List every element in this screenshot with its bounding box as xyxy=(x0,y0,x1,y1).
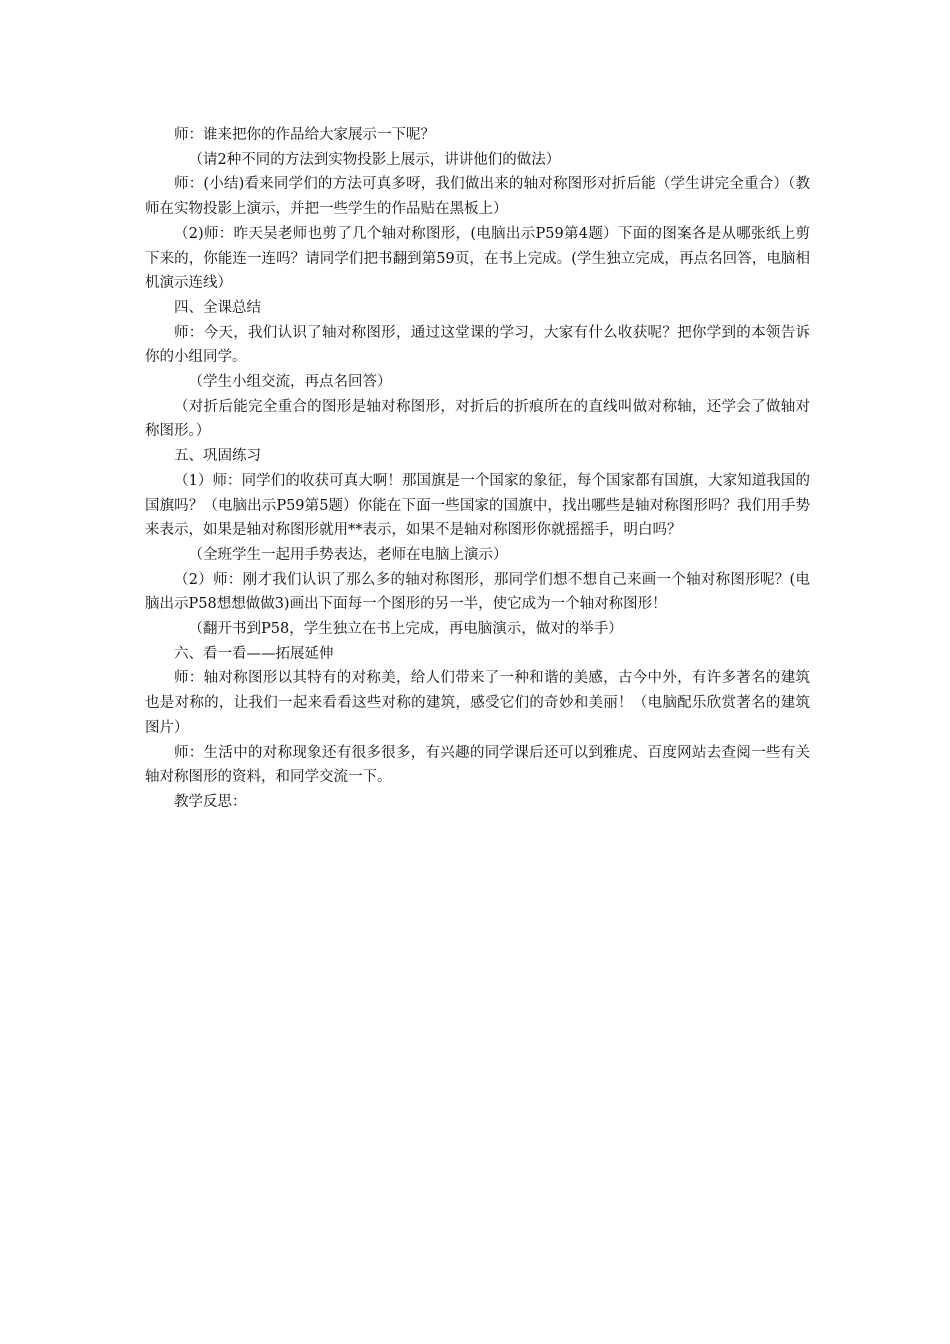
paragraph-architecture: 师：轴对称图形以其特有的对称美，给人们带来了一种和谐的美感，古今中外，有许多著名的建筑也是对称的，让我们一起来看看这些对称的建筑，感受它们的奇妙和美丽！（电脑配乐欣赏著名的建筑图片） xyxy=(145,670,810,736)
paragraph-summary-note: 师：(小结)看来同学们的方法可真多呀，我们做出来的轴对称图形对折后能（学生讲完全重合）（教师在实物投影上演示，并把一些学生的作品贴在黑板上） xyxy=(145,176,810,218)
paragraph-exercise-p59-4: （2)师：昨天吴老师也剪了几个轴对称图形，(电脑出示P59第4题）下面的图案各是从哪张纸上剪下来的，你能连一连吗？请同学们把书翻到第59页，在书上完成。(学生独立完成，再点名回答，电脑相机演示连线） xyxy=(145,225,810,292)
paragraph-projector-note: （请2种不同的方法到实物投影上展示，讲讲他们的做法） xyxy=(188,151,561,168)
paragraph-lesson-harvest: 师：今天，我们认识了轴对称图形，通过这堂课的学习，大家有什么收获呢？把你学到的本领告诉你的小组同学。 xyxy=(145,324,810,366)
paragraph-group-exchange: （学生小组交流，再点名回答） xyxy=(188,374,392,391)
paragraph-definition-recap: （对折后能完全重合的图形是轴对称图形，对折后的折痕所在的直线叫做对称轴，还学会了做轴对称图形。） xyxy=(145,398,810,440)
paragraph-teaching-reflection: 教学反思： xyxy=(174,793,247,810)
paragraph-flag-exercise: （1）师：同学们的收获可真大啊！那国旗是一个国家的象征，每个国家都有国旗，大家知道我国的国旗吗？（电脑出示P59第5题）你能在下面一些国家的国旗中，找出哪些是轴对称图形吗？我们用手势来表示，如果是轴对称图形就用**表示，如果不是轴对称图形你就摇摇手，明白吗？ xyxy=(145,472,810,539)
section-heading-summary: 四、全课总结 xyxy=(174,299,261,316)
paragraph-draw-half-exercise: （2）师：刚才我们认识了那么多的轴对称图形，那同学们想不想自己来画一个轴对称图形呢？(电脑出示P58想想做做3)画出下面每一个图形的另一半，使它成为一个轴对称图形！ xyxy=(145,571,810,613)
paragraph-homework-research: 师：生活中的对称现象还有很多很多，有兴趣的同学课后还可以到雅虎、百度网站去查阅一些有关轴对称图形的资料，和同学交流一下。 xyxy=(145,744,810,786)
section-heading-extension: 六、看一看——拓展延伸 xyxy=(174,645,334,662)
paragraph-teacher-show-work: 师：谁来把你的作品给大家展示一下呢？ xyxy=(174,127,435,143)
paragraph-book-p58-note: （翻开书到P58，学生独立在书上完成，再电脑演示，做对的举手） xyxy=(188,621,623,638)
section-heading-practice: 五、巩固练习 xyxy=(174,448,261,465)
paragraph-gesture-note: （全班学生一起用手势表达，老师在电脑上演示） xyxy=(188,546,508,563)
document-page xyxy=(145,123,810,815)
